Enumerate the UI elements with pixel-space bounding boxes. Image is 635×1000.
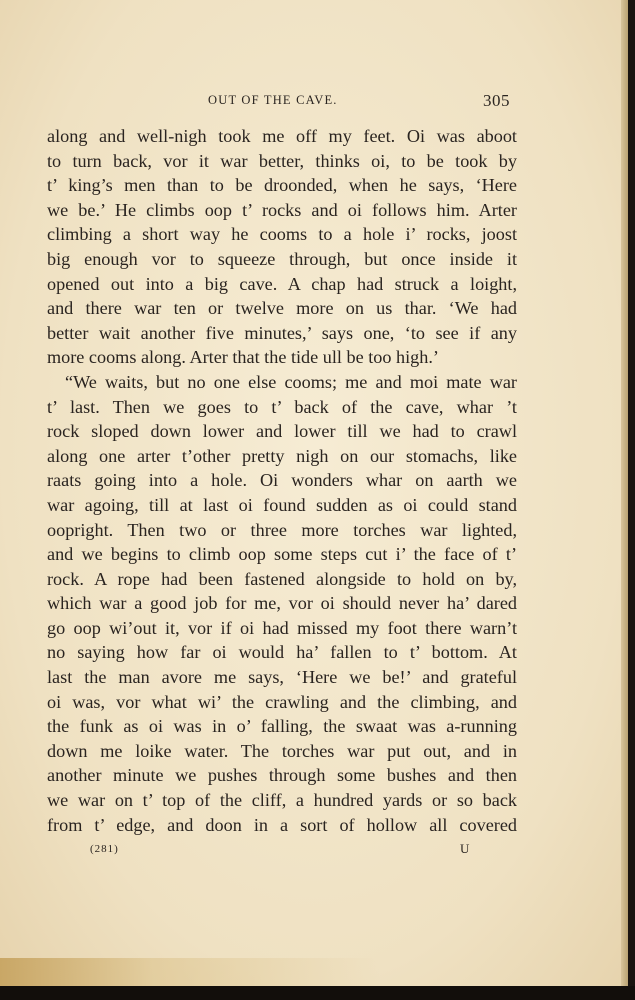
text-line: opened out into a big cave. A chap had struck a loight,	[47, 273, 517, 294]
text-line: from t’ edge, and doon in a sort of hollow all covered	[47, 814, 517, 835]
text-line: no saying how far oi would ha’ fallen to t’ bottom. At	[47, 642, 517, 663]
text-line: along one arter t’other pretty nigh on our stomachs, like	[47, 445, 517, 466]
page-stain	[0, 958, 380, 986]
text-line: and there war ten or twelve more on us thar. ‘We had	[47, 298, 517, 319]
page-edge	[621, 0, 628, 986]
text-line: climbing a short way he cooms to a hole i’ rocks, joost	[47, 224, 517, 245]
text-line: rock. A rope had been fastened alongside to hold on by,	[47, 568, 517, 589]
text-line: more cooms along. Arter that the tide ull be too high.’	[47, 347, 439, 368]
text-line: better wait another five minutes,’ says one, ‘to see if any	[47, 322, 517, 343]
text-line: oopright. Then two or three more torches war lighted,	[47, 519, 517, 540]
running-head	[48, 91, 510, 111]
text-line: we be.’ He climbs oop t’ rocks and oi follows him. Arter	[47, 199, 517, 220]
chapter-title: OUT OF THE CAVE.	[208, 93, 338, 107]
body-text	[47, 124, 517, 837]
text-line: “We waits, but no one else cooms; me and moi mate war	[65, 371, 517, 392]
text-line: we war on t’ top of the cliff, a hundred yards or so back	[47, 790, 517, 811]
scan-border	[0, 986, 635, 1000]
text-line: along and well-nigh took me off my feet. Oi was aboot	[47, 126, 517, 146]
text-line: which war a good job for me, vor oi should never ha’ dared	[47, 593, 517, 614]
text-line: oi was, vor what wi’ the crawling and the climbing, and	[47, 691, 517, 712]
text-line: t’ king’s men than to be droonded, when he says, ‘Here	[47, 175, 517, 196]
text-line: the funk as oi was in o’ falling, the swaat was a-running	[47, 716, 517, 737]
text-line: and we begins to climb oop some steps cut i’ the face of t’	[47, 544, 517, 565]
text-line: to turn back, vor it war better, thinks oi, to be took by	[47, 150, 517, 171]
text-line: down me loike water. The torches war put out, and in	[47, 740, 517, 761]
signature-letter: U	[460, 841, 470, 856]
text-line: rock sloped down lower and lower till we had to crawl	[47, 421, 517, 442]
text-line: war agoing, till at last oi found sudden as oi could stand	[47, 494, 517, 515]
page-number: 305	[483, 91, 510, 110]
text-line: raats going into a hole. Oi wonders whar on aarth we	[47, 470, 517, 491]
text-line: t’ last. Then we goes to t’ back of the cave, whar ’t	[47, 396, 517, 417]
text-line: another minute we pushes through some bushes and then	[47, 765, 517, 786]
text-line: big enough vor to squeeze through, but once inside it	[47, 248, 517, 269]
text-line: last the man avore me says, ‘Here we be!’ and grateful	[47, 667, 517, 688]
signature-number: (281)	[90, 843, 119, 855]
text-line: go oop wi’out it, vor if oi had missed my foot there warn’t	[47, 617, 517, 638]
